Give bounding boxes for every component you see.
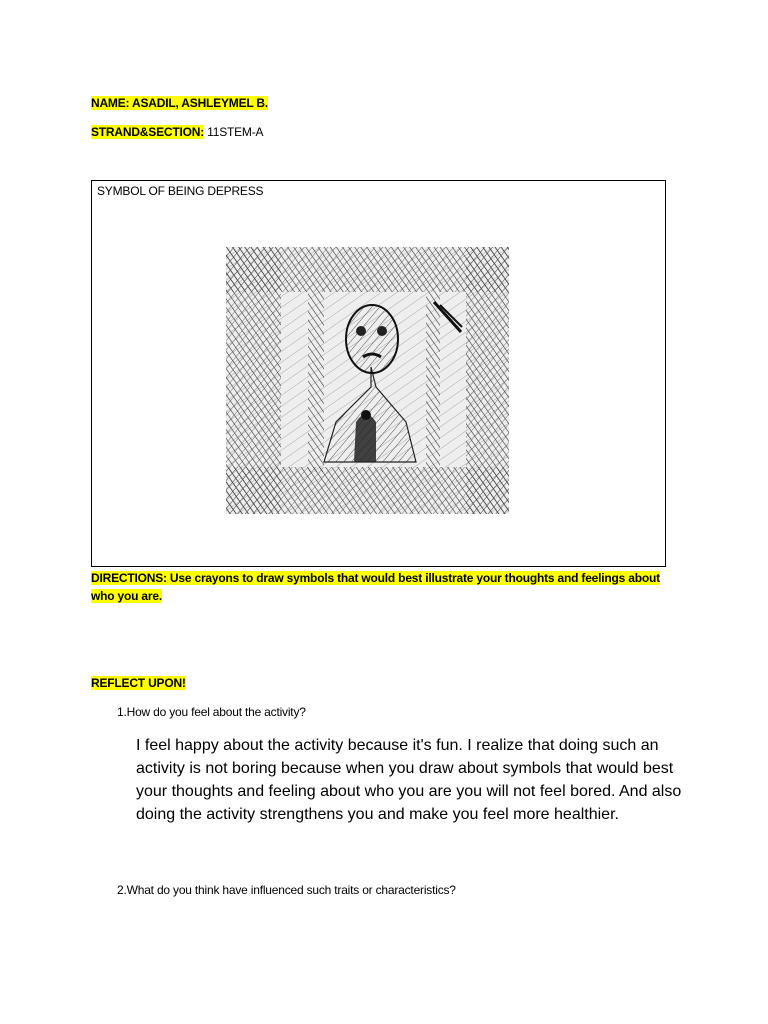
question-1: 1.How do you feel about the activity? — [117, 705, 306, 719]
reflect-heading-text: REFLECT UPON! — [91, 676, 186, 690]
symbol-drawing-box — [91, 180, 666, 567]
sketch-drawing — [226, 247, 509, 514]
question-2: 2.What do you think have influenced such traits or characteristics? — [117, 883, 456, 897]
strand-section-value: 11STEM-A — [204, 125, 264, 139]
strand-section-label: STRAND&SECTION: — [91, 125, 204, 139]
student-name-text: NAME: ASADIL, ASHLEYMEL B. — [91, 96, 269, 110]
student-name — [91, 96, 268, 110]
reflect-heading — [91, 676, 186, 690]
directions-line-2: who you are. — [91, 589, 162, 603]
directions — [91, 569, 671, 605]
strand-section — [91, 125, 263, 139]
directions-line-1: DIRECTIONS: Use crayons to draw symbols that would best illustrate your thoughts and feelings about — [91, 571, 660, 585]
answer-1: I feel happy about the activity because it's fun. I realize that doing such an activity is not boring because when you draw about symbols that would best your thoughts and feeling about who you are you will not feel bored. And also doing the activity strengthens you and make you feel more healthier. — [136, 737, 682, 823]
symbol-caption: SYMBOL OF BEING DEPRESS — [97, 184, 264, 198]
depressed-figure-sketch — [226, 247, 509, 514]
